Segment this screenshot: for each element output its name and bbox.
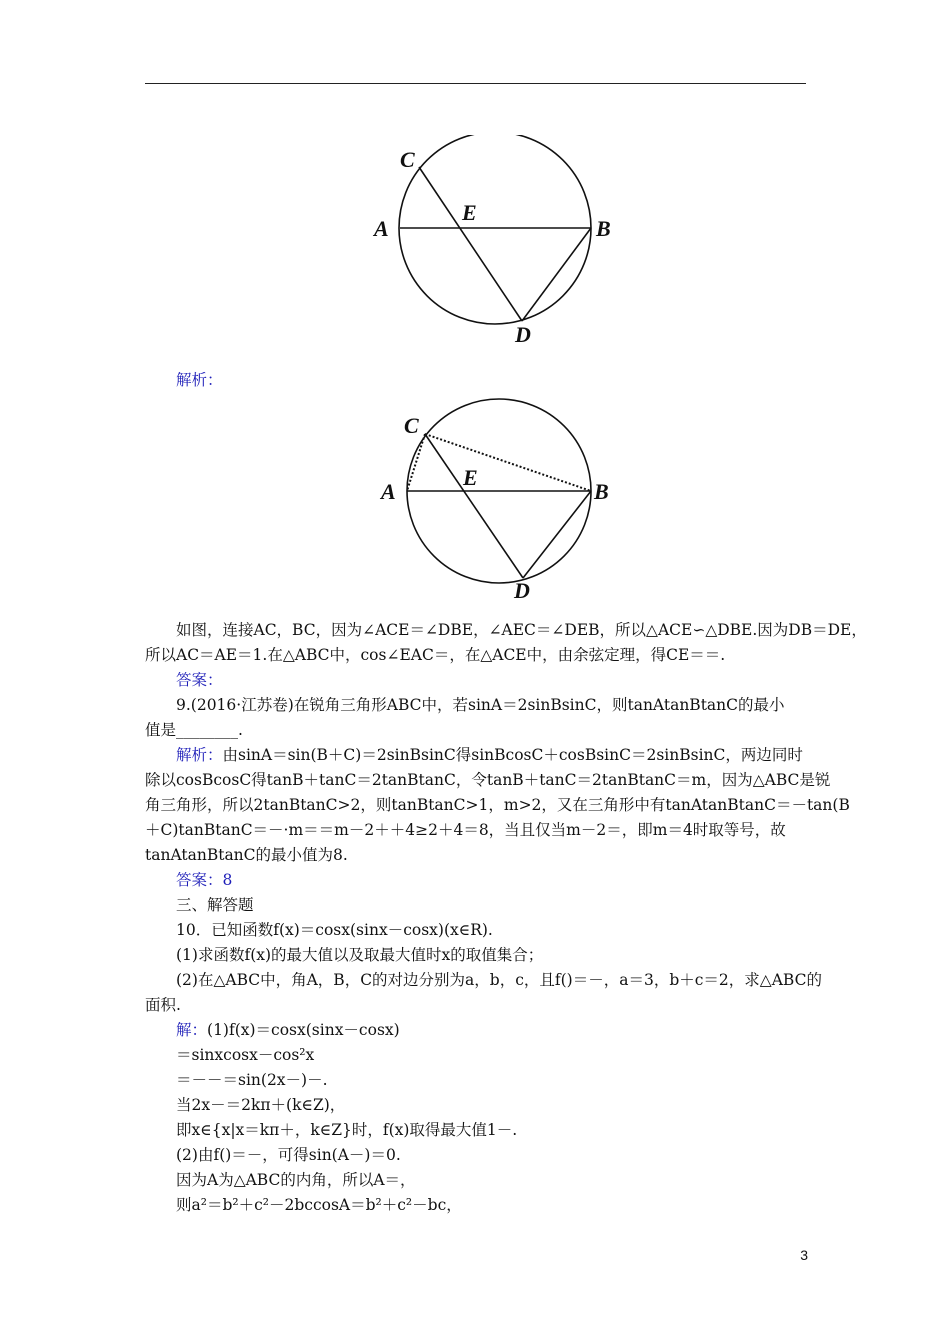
text-line: 因为A为△ABC的内角，所以A＝， — [176, 1171, 416, 1189]
segment-db — [522, 228, 591, 321]
text-line: 则a²＝b²＋c²－2bccosA＝b²＋c²－bc， — [176, 1196, 462, 1214]
text-line: (2)在△ABC中，角A，B，C的对边分别为a，b，c，且f()＝－，a＝3，b＋c＝2，求△ABC的 — [176, 971, 822, 989]
solution-marker: 解： — [176, 1021, 208, 1039]
section-heading: 三、解答题 — [176, 896, 254, 914]
text-line: 值是________. — [145, 721, 243, 739]
label-a: A — [374, 216, 389, 241]
label-c: C — [404, 413, 419, 438]
text-line: 角三角形，所以2tanBtanC>2，则tanBtanC>1，m>2，又在三角形中有tanAtanBtanC＝－tan(B — [145, 796, 850, 814]
text-line: 解析：由sinA＝sin(B＋C)＝2sinBsinC得sinBcosC＋cosBsinC＝2sinBsinC，两边同时 — [176, 746, 803, 764]
label-d: D — [515, 322, 531, 347]
label-b: B — [594, 479, 609, 504]
label-e: E — [463, 465, 478, 490]
label-c: C — [400, 147, 415, 172]
circle — [399, 135, 591, 324]
text-line: 面积. — [145, 996, 181, 1014]
solution-label: 解析： — [176, 371, 223, 389]
page-number: 3 — [800, 1247, 808, 1263]
circle-figure-1 — [360, 135, 620, 350]
text-line: 除以cosBcosC得tanB＋tanC＝2tanBtanC，令tanB＋tanC＝2tanBtanC＝m，因为△ABC是锐 — [145, 771, 831, 789]
answer-9: 答案：8 — [176, 871, 233, 889]
label-a: A — [381, 479, 396, 504]
segment-cb-dotted — [425, 434, 591, 491]
segment-ac-dotted — [407, 434, 425, 491]
answer-label: 答案： — [176, 671, 223, 689]
text-line: ＝sinxcosx－cos²x — [176, 1046, 315, 1064]
header-rule — [145, 83, 806, 84]
text-line: tanAtanBtanC的最小值为8. — [145, 846, 348, 864]
chord-cd — [425, 434, 523, 578]
body-text — [145, 618, 867, 1218]
text-line: 所以AC＝AE＝1.在△ABC中，cos∠EAC＝，在△ACE中，由余弦定理，得CE＝＝. — [145, 646, 726, 664]
text-line: 即x∈{x|x＝kπ＋，k∈Z}时，f(x)取得最大值1－. — [176, 1121, 518, 1139]
chord-cd — [419, 167, 522, 321]
solution-marker: 解析： — [176, 746, 223, 764]
question-10: 10．已知函数f(x)＝cosx(sinx－cosx)(x∈R). — [176, 921, 493, 939]
text-line: ＝－－＝sin(2x－)－. — [176, 1071, 328, 1089]
text-line: 如图，连接AC，BC，因为∠ACE＝∠DBE，∠AEC＝∠DEB，所以△ACE∽△DBE.因为DB＝DE， — [176, 621, 867, 639]
text-line: (2)由f()＝－，可得sin(A－)＝0. — [176, 1146, 401, 1164]
label-e: E — [462, 200, 477, 225]
label-b: B — [596, 216, 611, 241]
solution-line: 解：(1)f(x)＝cosx(sinx－cosx) — [176, 1021, 400, 1039]
text-line: (1)求函数f(x)的最大值以及取最大值时x的取值集合； — [176, 946, 544, 964]
label-d: D — [514, 578, 530, 603]
text-line: 当2x－＝2kπ＋(k∈Z)， — [176, 1096, 346, 1114]
question-9: 9.(2016·江苏卷)在锐角三角形ABC中，若sinA＝2sinBsinC，则tanAtanBtanC的最小 — [176, 696, 785, 714]
circle-figure-2 — [368, 398, 623, 608]
text-line: ＋C)tanBtanC＝－·m＝＝m－2＋＋4≥2＋4＝8，当且仅当m－2＝，即m＝4时取等号，故 — [145, 821, 786, 839]
